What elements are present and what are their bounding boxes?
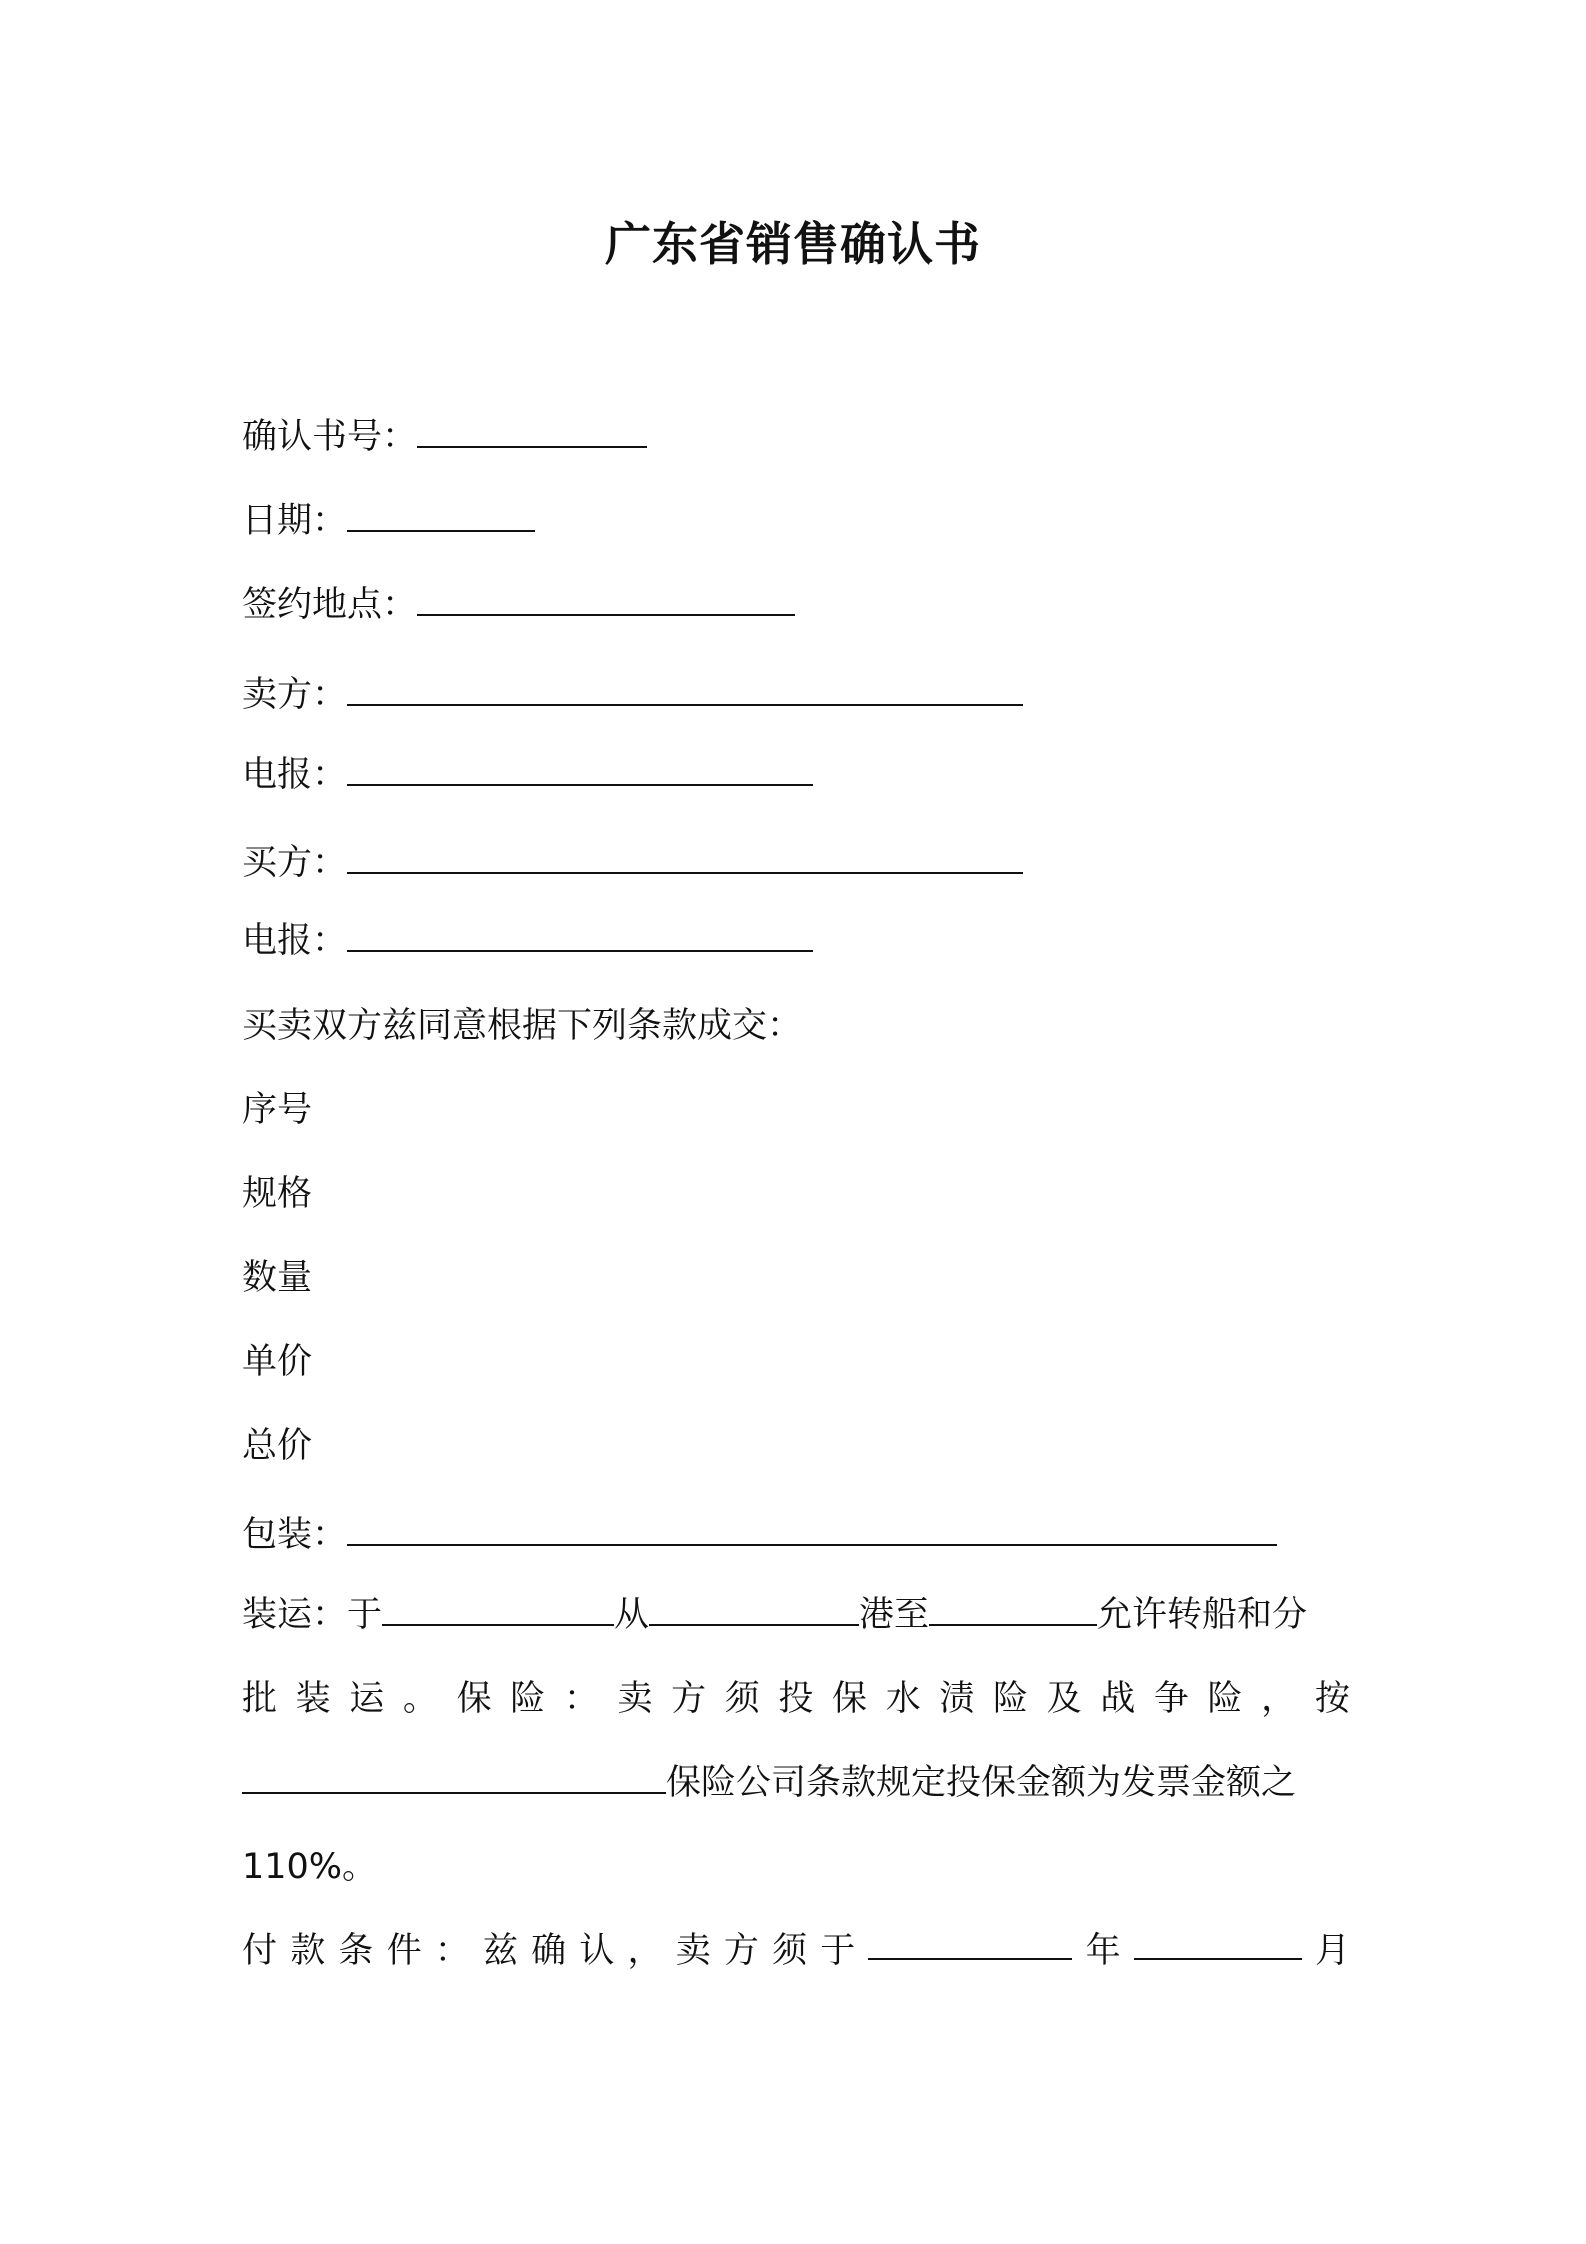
payment-char: 须 bbox=[772, 1931, 808, 1971]
payment-char: ： bbox=[434, 1931, 470, 1971]
insurance-char: 。 bbox=[402, 1679, 438, 1719]
insurance-char: 运 bbox=[349, 1679, 385, 1719]
seller-telegram-field: 电报： bbox=[242, 752, 813, 798]
insurance-char: 险 bbox=[510, 1679, 546, 1719]
shipping-line-3: 保险公司条款规定投保金额为发票金额之 bbox=[242, 1760, 1296, 1806]
insurance-char: 险 bbox=[992, 1679, 1028, 1719]
payment-char: 条 bbox=[338, 1931, 374, 1971]
payment-char: 方 bbox=[723, 1931, 759, 1971]
payment-char: 款 bbox=[290, 1931, 326, 1971]
packing-field: 包装： bbox=[242, 1512, 1277, 1558]
insurance-char: 战 bbox=[1100, 1679, 1136, 1719]
ship-date-blank bbox=[382, 1594, 614, 1626]
shipping-line-1: 装运：于 从 港至 允许转船和分 bbox=[242, 1595, 1308, 1635]
payment-char: 认 bbox=[579, 1931, 615, 1971]
buyer-telegram-field: 电报： bbox=[242, 918, 813, 964]
date-field: 日期： bbox=[242, 498, 535, 544]
payment-year-label: 年 bbox=[1085, 1931, 1121, 1971]
buyer-telegram-blank bbox=[347, 920, 813, 952]
insurance-char: 争 bbox=[1153, 1679, 1189, 1719]
payment-terms bbox=[242, 1928, 1350, 1974]
item-qty-label: 数量 bbox=[242, 1258, 313, 1298]
payment-terms-line bbox=[242, 1928, 1350, 1974]
payment-month-label: 月 bbox=[1314, 1931, 1350, 1971]
date-blank bbox=[347, 500, 535, 532]
insurance-char: 批 bbox=[242, 1679, 278, 1719]
insurance-char: ， bbox=[1261, 1679, 1297, 1719]
insurance-char: 按 bbox=[1314, 1679, 1350, 1719]
item-total-price-label: 总价 bbox=[242, 1426, 313, 1466]
buyer-field: 买方： bbox=[242, 840, 1023, 886]
seller-field: 卖方： bbox=[242, 672, 1023, 718]
payment-char: ， bbox=[627, 1931, 663, 1971]
item-spec-label: 规格 bbox=[242, 1174, 313, 1214]
document-title: 广东省销售确认书 bbox=[605, 217, 981, 271]
ship-to-port-blank bbox=[929, 1594, 1097, 1626]
insurance-clause bbox=[242, 1676, 1350, 1722]
place-field: 签约地点： bbox=[242, 582, 795, 628]
insurance-char: 险 bbox=[1207, 1679, 1243, 1719]
payment-char: 件 bbox=[386, 1931, 422, 1971]
insurance-char: 须 bbox=[724, 1679, 760, 1719]
confirm-no-blank bbox=[417, 416, 647, 448]
insurance-char: 投 bbox=[778, 1679, 814, 1719]
item-seq-label: 序号 bbox=[242, 1090, 313, 1130]
payment-char: 付 bbox=[242, 1931, 278, 1971]
agreement-text: 买卖双方兹同意根据下列条款成交： bbox=[242, 1006, 803, 1046]
shipping-line-4: 110%。 bbox=[242, 1847, 378, 1887]
insurance-char: 保 bbox=[832, 1679, 868, 1719]
shipping-line-2 bbox=[242, 1676, 1350, 1722]
payment-char: 确 bbox=[531, 1931, 567, 1971]
insurance-char: ： bbox=[563, 1679, 599, 1719]
insurance-char: 渍 bbox=[939, 1679, 975, 1719]
ship-from-port-blank bbox=[649, 1594, 859, 1626]
insurance-char: 水 bbox=[885, 1679, 921, 1719]
packing-blank bbox=[347, 1514, 1277, 1546]
buyer-blank bbox=[347, 842, 1023, 874]
insurance-char: 卖 bbox=[617, 1679, 653, 1719]
item-unit-price-label: 单价 bbox=[242, 1342, 313, 1382]
confirm-no-field: 确认书号： bbox=[242, 414, 647, 460]
insurance-char: 方 bbox=[671, 1679, 707, 1719]
seller-telegram-blank bbox=[347, 754, 813, 786]
insurance-char: 装 bbox=[295, 1679, 331, 1719]
payment-year-blank bbox=[868, 1928, 1072, 1960]
payment-char: 于 bbox=[820, 1931, 856, 1971]
place-blank bbox=[417, 584, 795, 616]
insurance-char: 保 bbox=[456, 1679, 492, 1719]
seller-blank bbox=[347, 674, 1023, 706]
payment-char: 兹 bbox=[482, 1931, 518, 1971]
insurance-company-blank bbox=[242, 1762, 666, 1794]
payment-char: 卖 bbox=[675, 1931, 711, 1971]
payment-month-blank bbox=[1134, 1928, 1302, 1960]
insurance-char: 及 bbox=[1046, 1679, 1082, 1719]
